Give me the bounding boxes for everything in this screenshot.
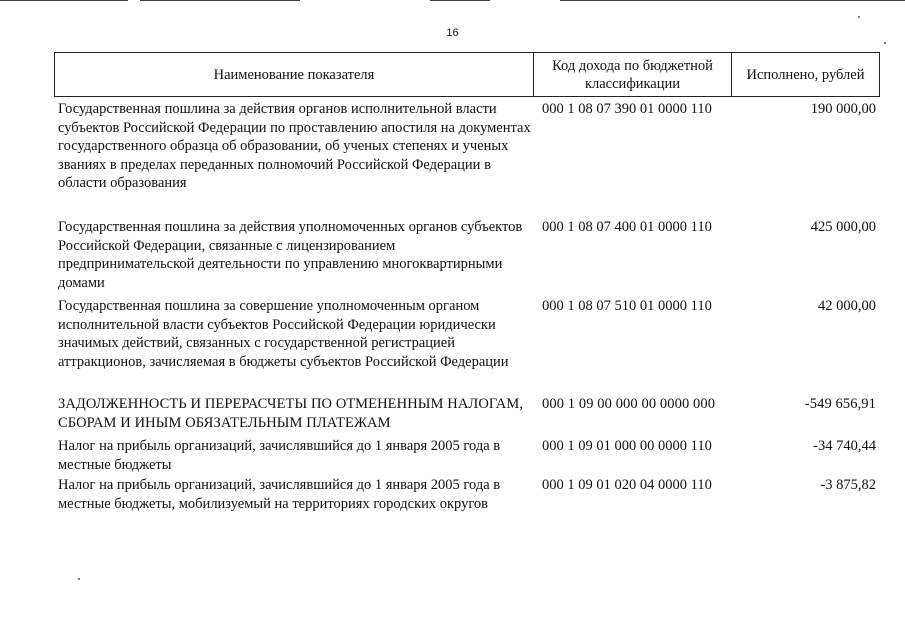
page-number: 16 xyxy=(446,27,459,39)
table-row xyxy=(54,100,880,193)
header-name: Наименование показателя xyxy=(55,53,534,96)
row-code: 000 1 08 07 390 01 0000 110 xyxy=(542,101,712,117)
scan-edge-line xyxy=(560,0,905,1)
table-row-section xyxy=(54,395,880,432)
header-executed: Исполнено, рублей xyxy=(746,66,865,83)
row-amount: -3 875,82 xyxy=(820,477,876,493)
row-code: 000 1 08 07 400 01 0000 110 xyxy=(542,219,712,235)
row-amount: 190 000,00 xyxy=(810,101,876,117)
row-name: Налог на прибыль организаций, зачислявшийся до 1 января 2005 года в местные бюджеты, мобилизуемый на территориях городских округов xyxy=(58,477,501,512)
row-name: ЗАДОЛЖЕННОСТЬ И ПЕРЕРАСЧЕТЫ ПО ОТМЕНЕННЫМ НАЛОГАМ, СБОРАМ И ИНЫМ ОБЯЗАТЕЛЬНЫМ ПЛАТЕЖАМ xyxy=(58,396,524,431)
table-row xyxy=(54,218,880,292)
scan-speck xyxy=(78,578,80,580)
scan-edge-line xyxy=(430,0,490,1)
row-amount: 42 000,00 xyxy=(818,298,876,314)
header-code: Код дохода по бюджетной классификации xyxy=(534,53,732,96)
row-amount: -549 656,91 xyxy=(804,396,876,412)
row-name: Государственная пошлина за действия уполномоченных органов субъектов Российской Федерации, связанные с лицензированием предпринимательской деятельности по управлению многоквартирными домами xyxy=(58,219,523,291)
row-amount: 425 000,00 xyxy=(810,219,876,235)
scan-edge-line xyxy=(140,0,300,1)
row-code: 000 1 09 01 000 00 0000 110 xyxy=(542,438,712,454)
scan-speck xyxy=(858,16,860,18)
row-name: Налог на прибыль организаций, зачислявшийся до 1 января 2005 года в местные бюджеты xyxy=(58,438,501,473)
row-amount: -34 740,44 xyxy=(813,438,876,454)
row-name: Государственная пошлина за совершение уполномоченным органом исполнительной власти субъектов Российской Федерации юридически значимых действий, связанных с государственной регистрацией аттракционов, зачисляемая в бюджеты субъектов Российской Федерации xyxy=(58,298,509,370)
table-row xyxy=(54,476,880,513)
table-row xyxy=(54,437,880,474)
row-code: 000 1 09 00 000 00 0000 000 xyxy=(542,396,716,412)
scan-edge-line xyxy=(0,0,128,1)
row-name: Государственная пошлина за действия органов исполнительной власти субъектов Российской Федерации по проставлению апостиля на документах государственного образца об образовании, об ученых степенях и ученых званиях в пределах переданных полномочий Российской Федерации в области образования xyxy=(58,101,531,191)
row-code: 000 1 08 07 510 01 0000 110 xyxy=(542,298,712,314)
scan-speck xyxy=(884,42,886,44)
row-code: 000 1 09 01 020 04 0000 110 xyxy=(542,477,712,493)
table-row xyxy=(54,297,880,371)
table-header xyxy=(54,52,880,97)
